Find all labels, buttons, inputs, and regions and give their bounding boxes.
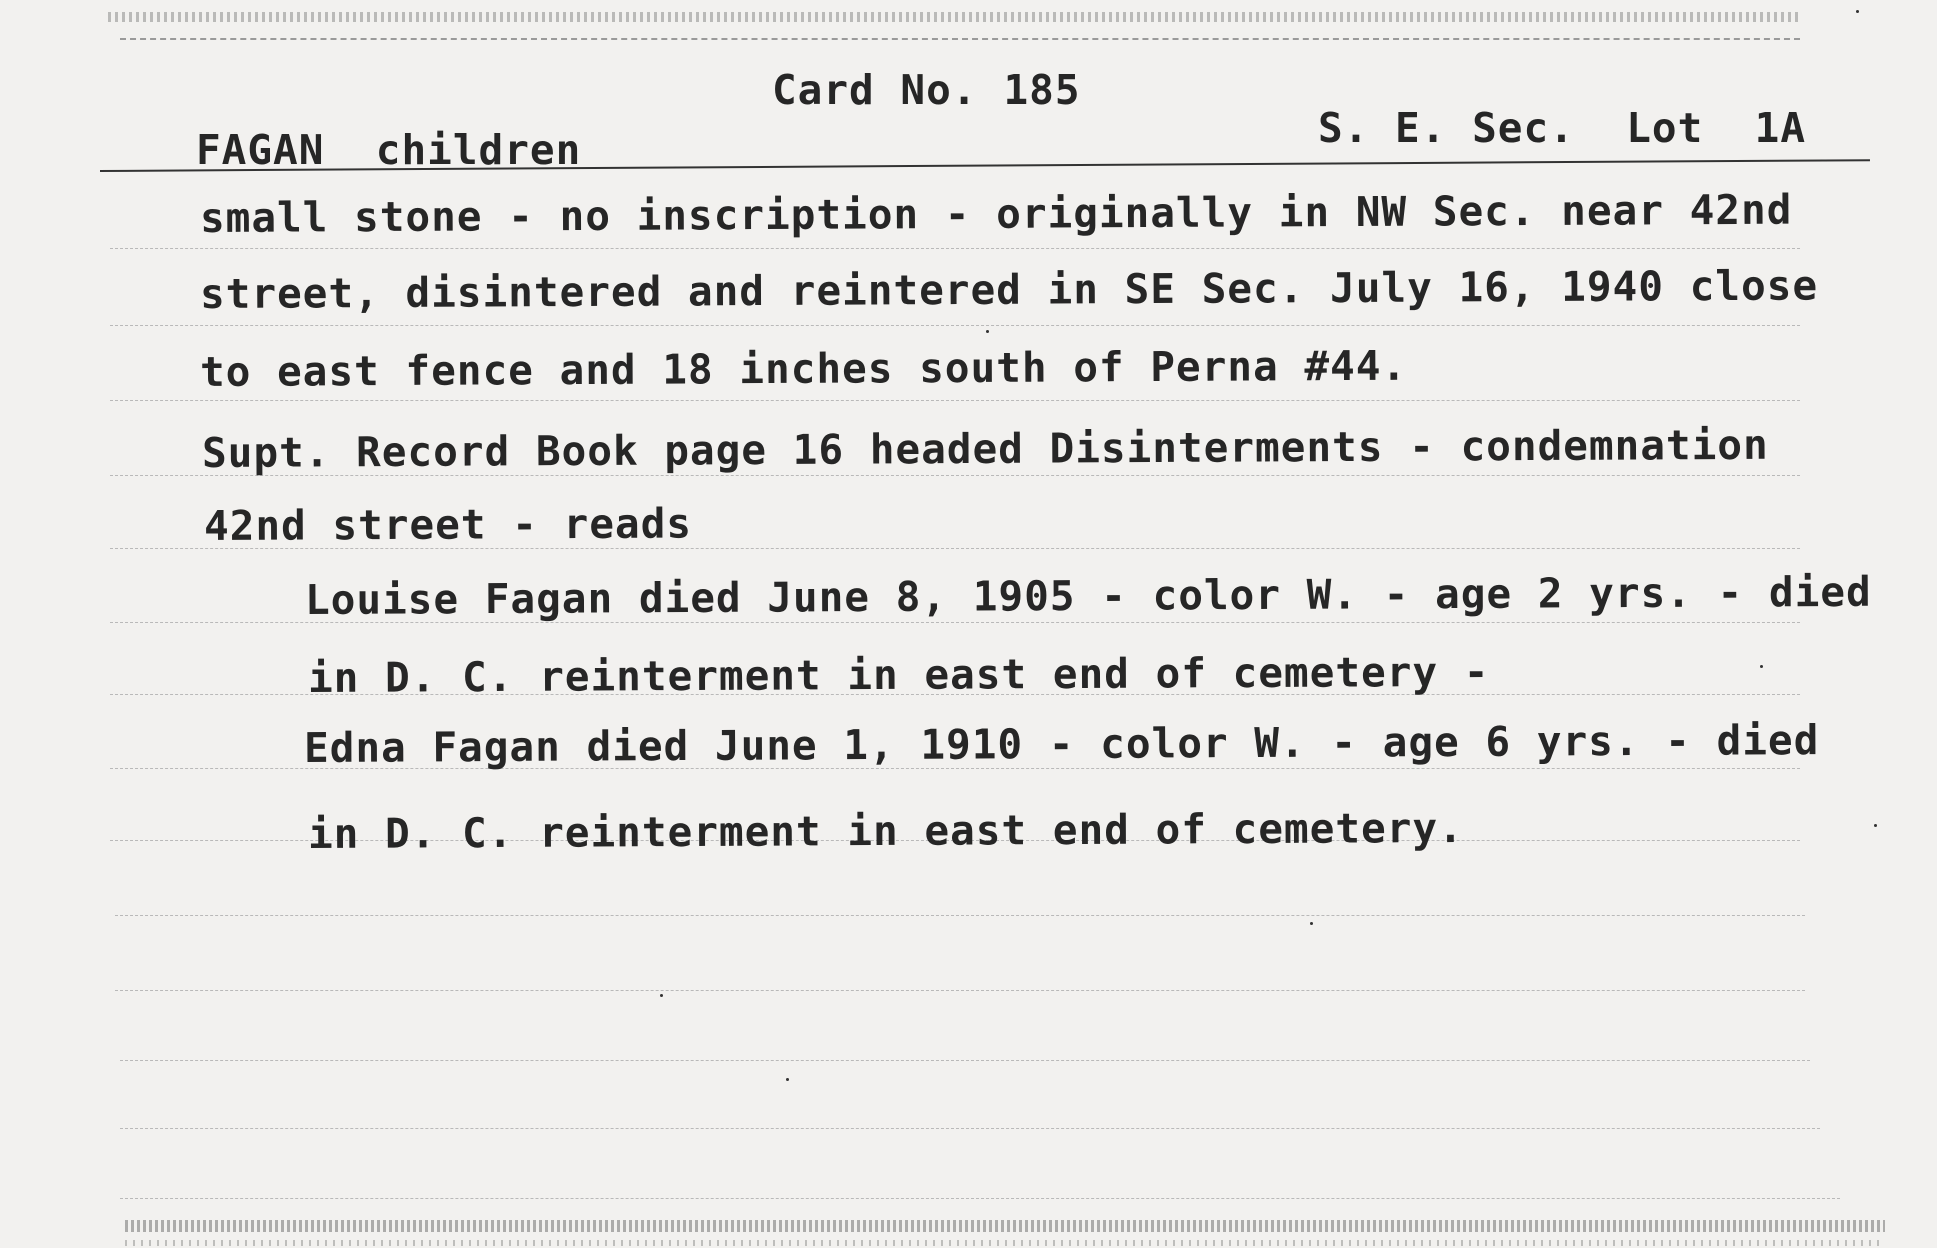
body-line: Supt. Record Book page 16 headed Disinterments - condemnation — [201, 420, 1769, 477]
scan-speck — [1874, 824, 1877, 827]
scan-speck — [1856, 10, 1859, 13]
card-name: FAGAN children — [196, 126, 582, 174]
ruled-line — [120, 1198, 1840, 1199]
ruled-line — [115, 915, 1805, 916]
body-line: street, disintered and reintered in SE Sec. July 16, 1940 close — [199, 261, 1819, 318]
scan-speck — [986, 330, 989, 333]
entry-line: Louise Fagan died June 8, 1905 - color W. - age 2 yrs. - died — [304, 567, 1872, 624]
card-location: S. E. Sec. Lot 1A — [1318, 104, 1806, 152]
card-number: 185 — [1003, 66, 1081, 114]
card-number-label — [772, 66, 1081, 114]
ruled-line — [110, 248, 1800, 249]
entry-line: in D. C. reinterment in east end of cemetery. — [307, 803, 1464, 858]
scan-speck — [1760, 665, 1763, 668]
entry-line: Edna Fagan died June 1, 1910 - color W. - age 6 yrs. - died — [303, 716, 1820, 772]
entry-line: in D. C. reinterment in east end of cemetery - — [307, 647, 1490, 702]
ruled-line — [110, 325, 1800, 326]
ruled-line — [120, 1060, 1810, 1061]
card-bottom-rule — [125, 1240, 1885, 1246]
scan-speck — [660, 994, 663, 997]
ruled-line — [115, 990, 1805, 991]
scan-speck — [1310, 922, 1313, 925]
body-line: 42nd street - reads — [203, 499, 693, 550]
scan-speck — [786, 1078, 789, 1081]
card-top-edge — [108, 12, 1798, 22]
body-line: small stone - no inscription - originally in NW Sec. near 42nd — [199, 185, 1793, 242]
card-label: Card No. — [772, 66, 978, 114]
ruled-line — [120, 1128, 1820, 1129]
card-bottom-edge — [125, 1220, 1885, 1232]
body-line: to east fence and 18 inches south of Perna #44. — [199, 341, 1408, 396]
ruled-line — [110, 400, 1800, 401]
card-top-rule — [120, 38, 1800, 40]
